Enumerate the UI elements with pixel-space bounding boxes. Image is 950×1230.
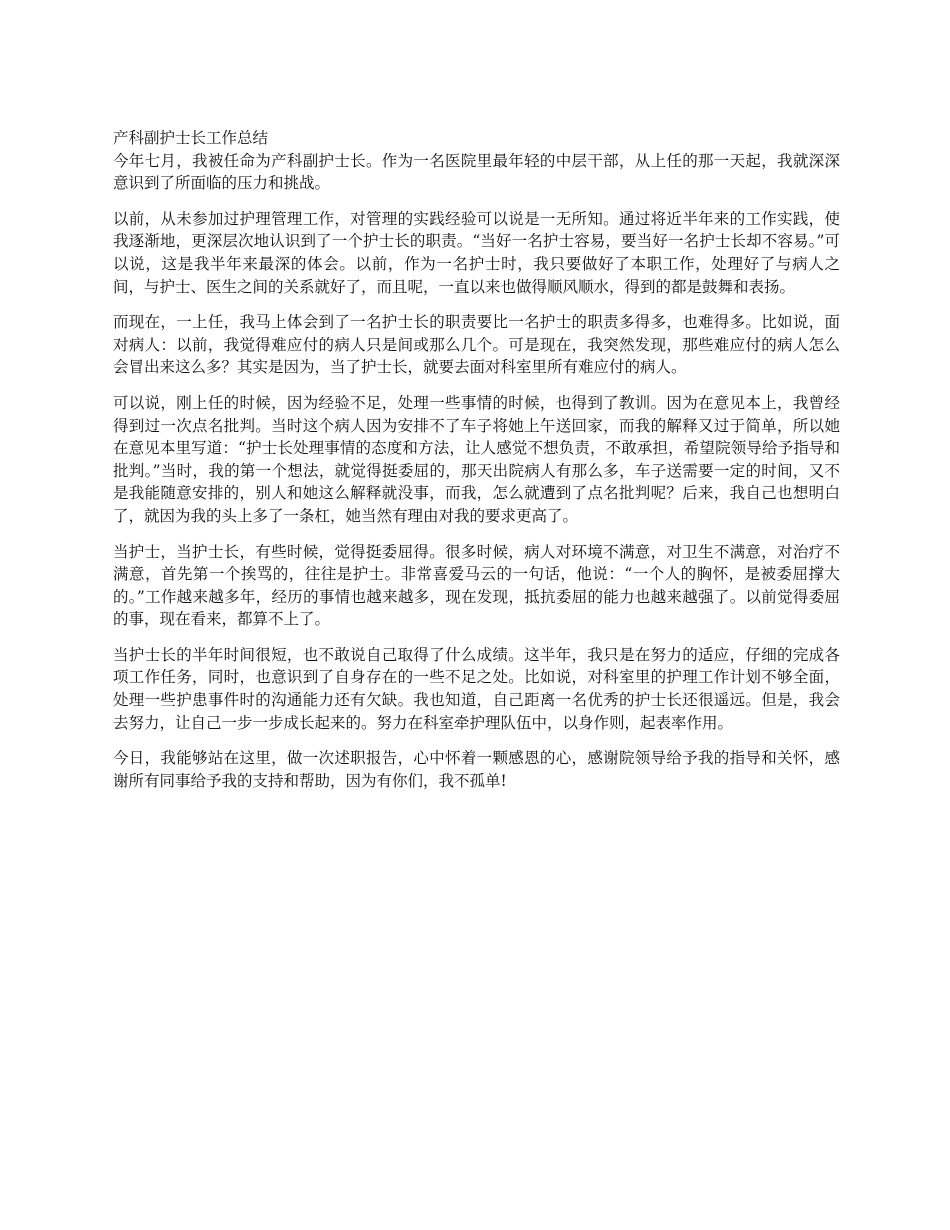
document-page bbox=[113, 127, 840, 805]
paragraph-7: 今日，我能够站在这里，做一次述职报告，心中怀着一颗感恩的心，感谢院领导给予我的指导和关怀，感谢所有同事给予我的支持和帮助，因为有你们，我不孤单! bbox=[113, 749, 840, 790]
paragraph-3: 而现在，一上任，我马上体会到了一名护士长的职责要比一名护士的职责多得多，也难得多。比如说，面对病人：以前，我觉得难应付的病人只是间或那么几个。可是现在，我突然发现，那些难应付的病人怎么会冒出来这么多？其实是因为，当了护士长，就要去面对科室里所有难应付的病人。 bbox=[113, 313, 840, 377]
paragraph-4: 可以说，刚上任的时候，因为经验不足，处理一些事情的时候，也得到了教训。因为在意见本上，我曾经得到过一次点名批判。当时这个病人因为安排不了车子将她上午送回家，而我的解释又过于简单，所以她在意见本里写道：“护士长处理事情的态度和方法，让人感觉不想负责，不敢承担，希望院领导给予指导和批判。”当时，我的第一个想法，就觉得挺委屈的，那天出院病人有那么多，车子送需要一定的时间，又不是我能随意安排的，别人和她这么解释就没事，而我，怎么就遭到了点名批判呢？后来，我自己也想明白了，就因为我的头上多了一条杠，她当然有理由对我的要求更高了。 bbox=[113, 393, 840, 525]
paragraph-1: 今年七月，我被任命为产科副护士长。作为一名医院里最年轻的中层干部，从上任的那一天起，我就深深意识到了所面临的压力和挑战。 bbox=[113, 151, 840, 193]
paragraph-5: 当护士，当护士长，有些时候，觉得挺委屈得。很多时候，病人对环境不满意，对卫生不满意，对治疗不满意，首先第一个挨骂的，往往是护士。非常喜爱马云的一句话，他说：“一个人的胸怀，是被委屈撑大的。”工作越来越多年，经历的事情也越来越多，现在发现，抵抗委屈的能力也越来越强了。以前觉得委屈的事，现在看来，都算不上了。 bbox=[113, 542, 840, 629]
paragraph-2: 以前，从未参加过护理管理工作，对管理的实践经验可以说是一无所知。通过将近半年来的工作实践，使我逐渐地，更深层次地认识到了一个护士长的职责。“当好一名护士容易，要当好一名护士长却不容易。”可以说，这是我半年来最深的体会。以前，作为一名护士时，我只要做好了本职工作，处理好了与病人之间，与护士、医生之间的关系就好了，而且呢，一直以来也做得顺风顺水，得到的都是鼓舞和表扬。 bbox=[113, 209, 840, 296]
document-title: 产科副护士长工作总结 bbox=[113, 129, 269, 147]
paragraph-6: 当护士长的半年时间很短，也不敢说自己取得了什么成绩。这半年，我只是在努力的适应，仔细的完成各项工作任务，同时，也意识到了自身存在的一些不足之处。比如说，对科室里的护理工作计划不够全面，处理一些护患事件时的沟通能力还有欠缺。我也知道，自己距离一名优秀的护士长还很遥远。但是，我会去努力，让自己一步一步成长起来的。努力在科室牵护理队伍中，以身作则，起表率作用。 bbox=[113, 645, 840, 732]
